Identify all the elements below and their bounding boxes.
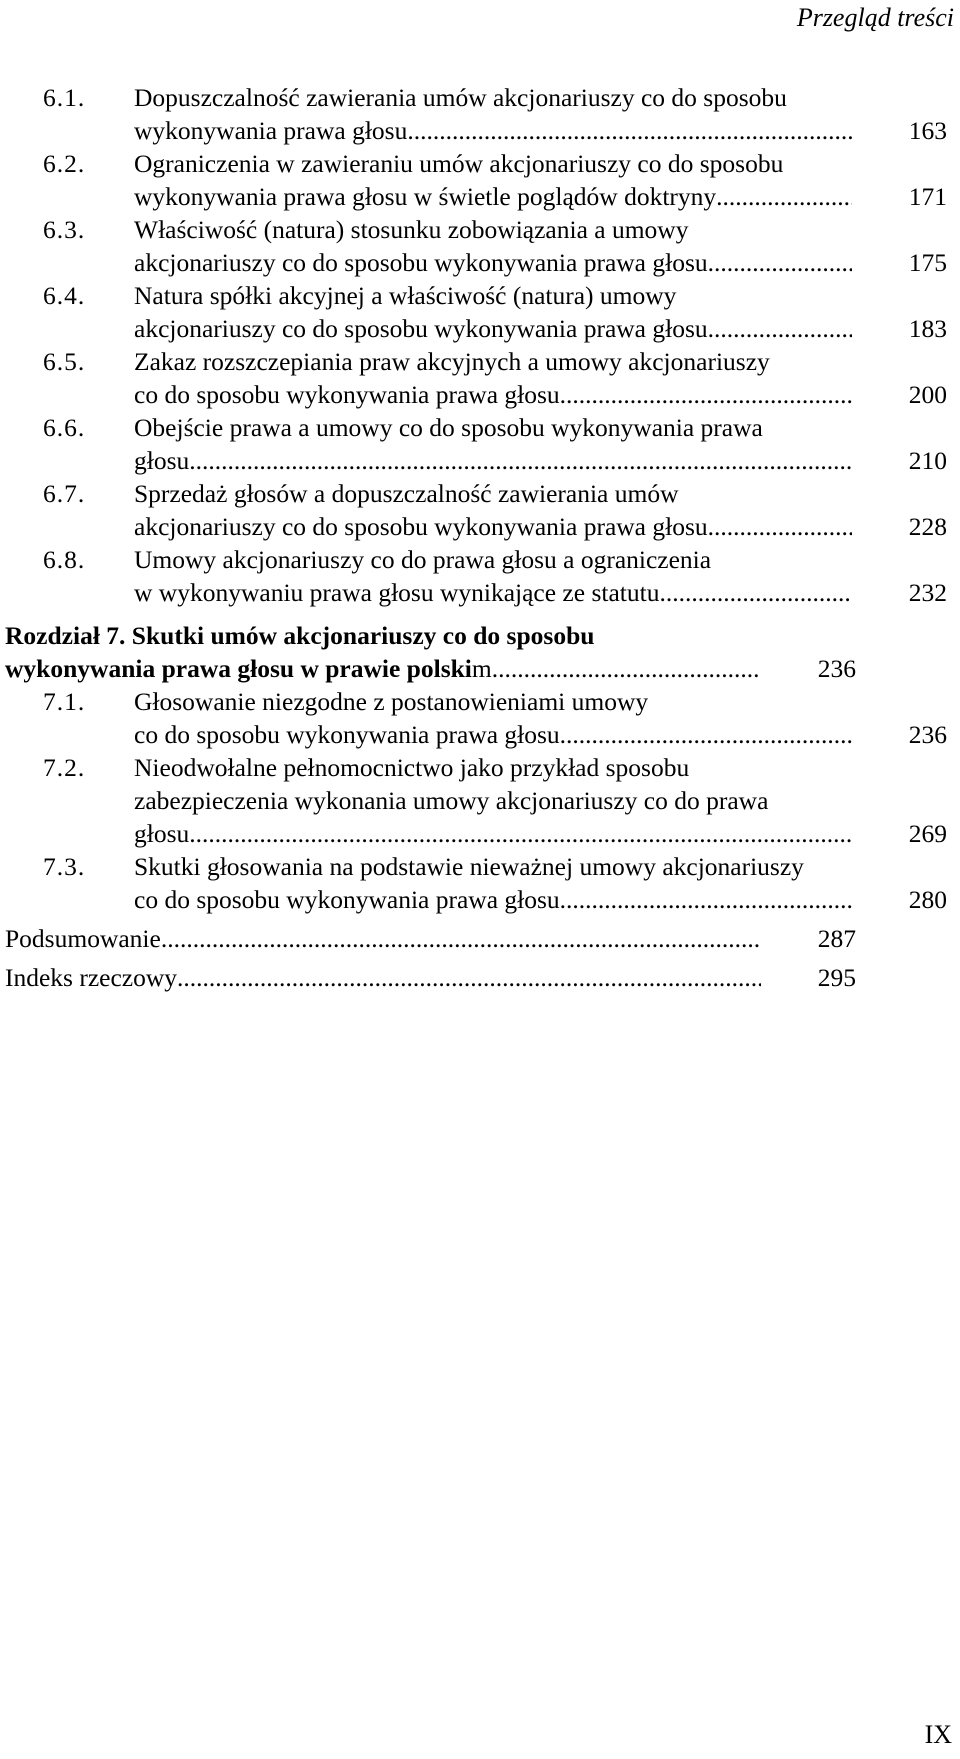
dot-leader: [407, 114, 852, 147]
dot-leader: [161, 922, 761, 955]
running-header: Przegląd treści: [796, 3, 954, 32]
toc-entry-title-line: Nieodwołalne pełnomocnictwo jako przykład sposobu: [134, 753, 690, 782]
dot-leader: [708, 510, 852, 543]
toc-page-number: 236: [817, 654, 856, 683]
dot-leader: [177, 961, 761, 994]
toc-entry-index[interactable]: [5, 961, 955, 994]
toc-entry-title-line: Zakaz rozszczepiania praw akcyjnych a umowy akcjonariuszy: [134, 347, 770, 376]
toc-page-number: 280: [908, 885, 947, 914]
toc-entry-title-line: w wykonywaniu prawa głosu wynikające ze statutu: [134, 578, 660, 607]
toc-entry-number: 6.6.: [43, 413, 86, 442]
toc-entry-title-line: Ograniczenia w zawieraniu umów akcjonariuszy co do sposobu: [134, 149, 784, 178]
page-number: IX: [924, 1720, 952, 1749]
toc-entry-title-line: Natura spółki akcyjnej a właściwość (natura) umowy: [134, 281, 677, 310]
toc-entry-title-line: głosu: [134, 819, 190, 848]
toc-entry-number: 6.1.: [43, 83, 86, 112]
toc-page-number: 295: [817, 963, 856, 992]
toc-entry-title-line: akcjonariuszy co do sposobu wykonywania prawa głosu: [134, 314, 708, 343]
dot-leader: [560, 718, 852, 751]
toc-page-number: 175: [908, 248, 947, 277]
toc-entry-title-line: akcjonariuszy co do sposobu wykonywania prawa głosu: [134, 248, 708, 277]
toc-entry-title-line: Obejście prawa a umowy co do sposobu wykonywania prawa: [134, 413, 763, 442]
toc-page-number: 236: [908, 720, 947, 749]
toc-entry-title-line: akcjonariuszy co do sposobu wykonywania prawa głosu: [134, 512, 708, 541]
dot-leader: [659, 576, 852, 609]
toc-page-number: 287: [817, 924, 856, 953]
toc-entry-6-2[interactable]: [43, 147, 955, 213]
chapter-title-plain-part: m: [471, 654, 492, 683]
toc-page-number: 232: [908, 578, 947, 607]
toc-entry-title-line: co do sposobu wykonywania prawa głosu: [134, 720, 560, 749]
toc-page-number: 210: [908, 446, 947, 475]
toc-entry-6-1[interactable]: [43, 81, 955, 147]
dot-leader: [708, 246, 852, 279]
toc-entry-7-3[interactable]: [43, 850, 955, 916]
toc-entry-title-line: co do sposobu wykonywania prawa głosu: [134, 380, 560, 409]
toc-entry-title-line: głosu: [134, 446, 190, 475]
toc-entry-title-line: wykonywania prawa głosu: [134, 116, 408, 145]
dot-leader: [560, 883, 852, 916]
chapter-title-line: Rozdział 7. Skutki umów akcjonariuszy co do sposobu: [5, 621, 595, 650]
toc-entry-title-line: Sprzedaż głosów a dopuszczalność zawierania umów: [134, 479, 679, 508]
toc-entry-title-line: co do sposobu wykonywania prawa głosu: [134, 885, 560, 914]
chapter-title-bold-part: wykonywania prawa głosu w prawie polski: [5, 654, 472, 683]
table-of-contents: [5, 81, 955, 994]
toc-entry-title-line: Dopuszczalność zawierania umów akcjonariuszy co do sposobu: [134, 83, 787, 112]
toc-entry-6-3[interactable]: [43, 213, 955, 279]
toc-entry-number: 6.3.: [43, 215, 86, 244]
dot-leader: [708, 312, 852, 345]
toc-entry-title-line: Właściwość (natura) stosunku zobowiązania a umowy: [134, 215, 689, 244]
toc-entry-6-5[interactable]: [43, 345, 955, 411]
toc-page-number: 171: [908, 182, 947, 211]
toc-entry-number: 7.2.: [43, 753, 86, 782]
dot-leader: [560, 378, 852, 411]
toc-page-number: 163: [908, 116, 947, 145]
toc-entry-title-line: wykonywania prawa głosu w świetle poglądów doktryny: [134, 182, 717, 211]
toc-entry-7-1[interactable]: [43, 685, 955, 751]
dot-leader: [492, 652, 761, 685]
dot-leader: [189, 444, 852, 477]
toc-entry-number: 6.7.: [43, 479, 86, 508]
toc-entry-title-line: Umowy akcjonariuszy co do prawa głosu a ograniczenia: [134, 545, 712, 574]
toc-entry-number: 6.4.: [43, 281, 86, 310]
toc-entry-7-2[interactable]: [43, 751, 955, 850]
toc-entry-6-6[interactable]: [43, 411, 955, 477]
toc-entry-number: 7.1.: [43, 687, 86, 716]
chapter-title-line: [5, 652, 492, 685]
toc-entry-number: 6.8.: [43, 545, 86, 574]
toc-entry-title-line: Podsumowanie: [5, 924, 161, 953]
dot-leader: [716, 180, 852, 213]
toc-page-number: 228: [908, 512, 947, 541]
toc-entry-number: 6.5.: [43, 347, 86, 376]
toc-entry-summary[interactable]: [5, 922, 955, 955]
toc-entry-number: 6.2.: [43, 149, 86, 178]
toc-page-number: 183: [908, 314, 947, 343]
toc-page-number: 200: [908, 380, 947, 409]
toc-entry-title-line: zabezpieczenia wykonania umowy akcjonariuszy co do prawa: [134, 786, 769, 815]
dot-leader: [189, 817, 852, 850]
toc-page-number: 269: [908, 819, 947, 848]
toc-entry-title-line: Indeks rzeczowy: [5, 963, 178, 992]
toc-entry-6-8[interactable]: [43, 543, 955, 609]
toc-entry-title-line: Głosowanie niezgodne z postanowieniami umowy: [134, 687, 649, 716]
toc-chapter-7[interactable]: [5, 619, 955, 685]
toc-entry-6-7[interactable]: [43, 477, 955, 543]
toc-entry-title-line: Skutki głosowania na podstawie nieważnej umowy akcjonariuszy: [134, 852, 804, 881]
toc-entry-number: 7.3.: [43, 852, 86, 881]
toc-entry-6-4[interactable]: [43, 279, 955, 345]
